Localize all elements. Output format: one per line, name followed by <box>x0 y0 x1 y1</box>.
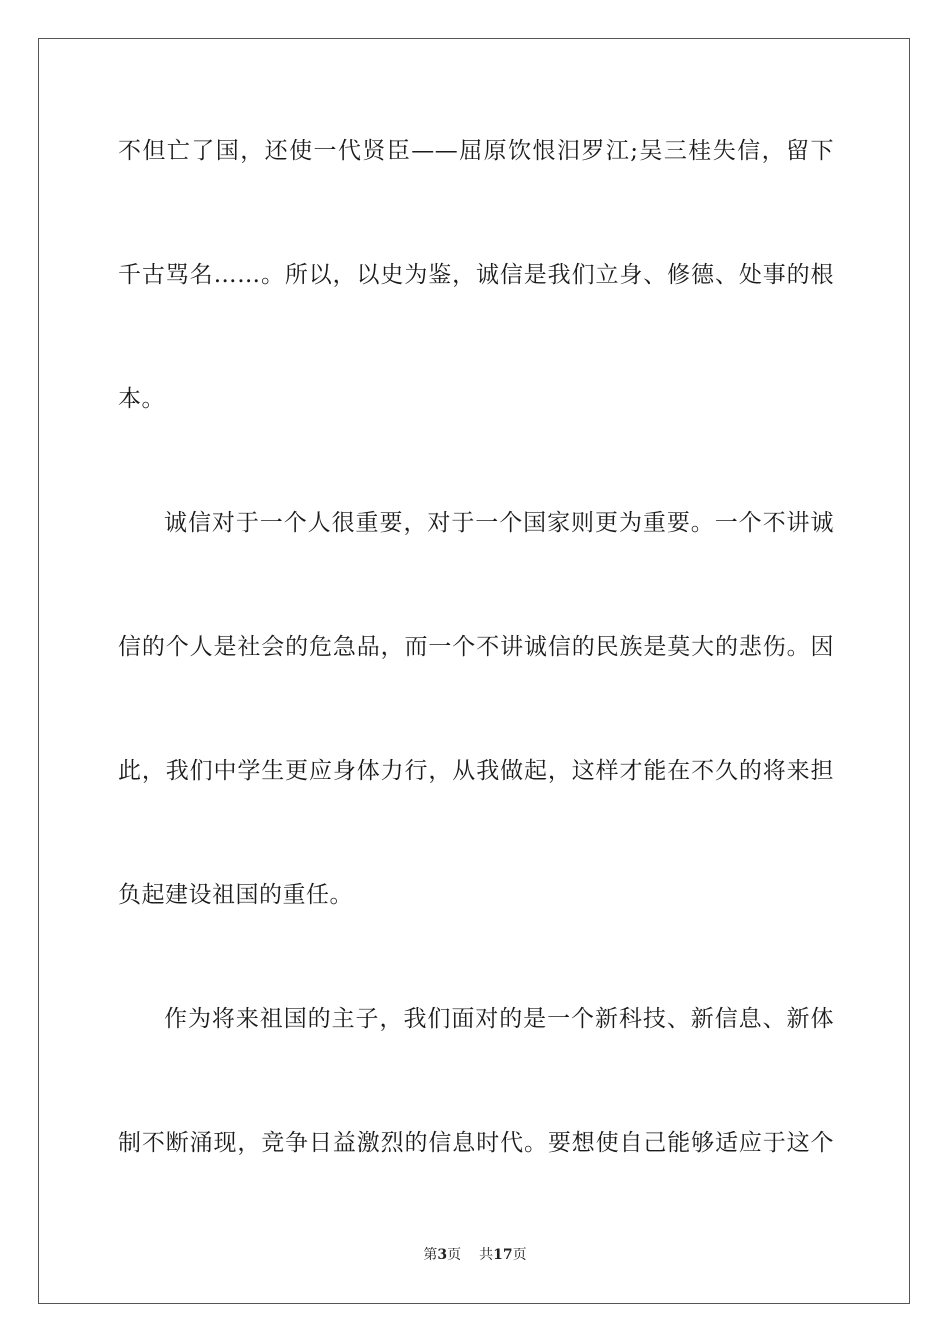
page-footer <box>0 1246 950 1264</box>
footer-page-suffix: 页 <box>447 1247 462 1263</box>
body-line-2: 千古骂名……。所以，以史为鉴，诚信是我们立身、修德、处事的根 <box>118 262 834 288</box>
footer-page-number: 3 <box>437 1247 448 1263</box>
footer-page-prefix: 第 <box>423 1247 438 1263</box>
body-line-1: 不但亡了国，还使一代贤臣——屈原饮恨汨罗江;吴三桂失信，留下 <box>118 138 834 164</box>
body-line-8: 作为将来祖国的主子，我们面对的是一个新科技、新信息、新体 <box>164 1006 834 1032</box>
body-line-4: 诚信对于一个人很重要，对于一个国家则更为重要。一个不讲诚 <box>164 510 834 536</box>
body-line-9: 制不断涌现，竞争日益激烈的信息时代。要想使自己能够适应于这个 <box>118 1130 834 1156</box>
body-line-3: 本。 <box>118 386 165 412</box>
body-line-7: 负起建设祖国的重任。 <box>118 882 353 908</box>
footer-total-prefix: 共 <box>479 1247 494 1263</box>
footer-total-suffix: 页 <box>512 1247 527 1263</box>
page-frame <box>38 38 910 1304</box>
footer-total-pages: 17 <box>493 1247 513 1263</box>
body-line-6: 此，我们中学生更应身体力行，从我做起，这样才能在不久的将来担 <box>118 758 834 784</box>
body-line-5: 信的个人是社会的危急品，而一个不讲诚信的民族是莫大的悲伤。因 <box>118 634 834 660</box>
